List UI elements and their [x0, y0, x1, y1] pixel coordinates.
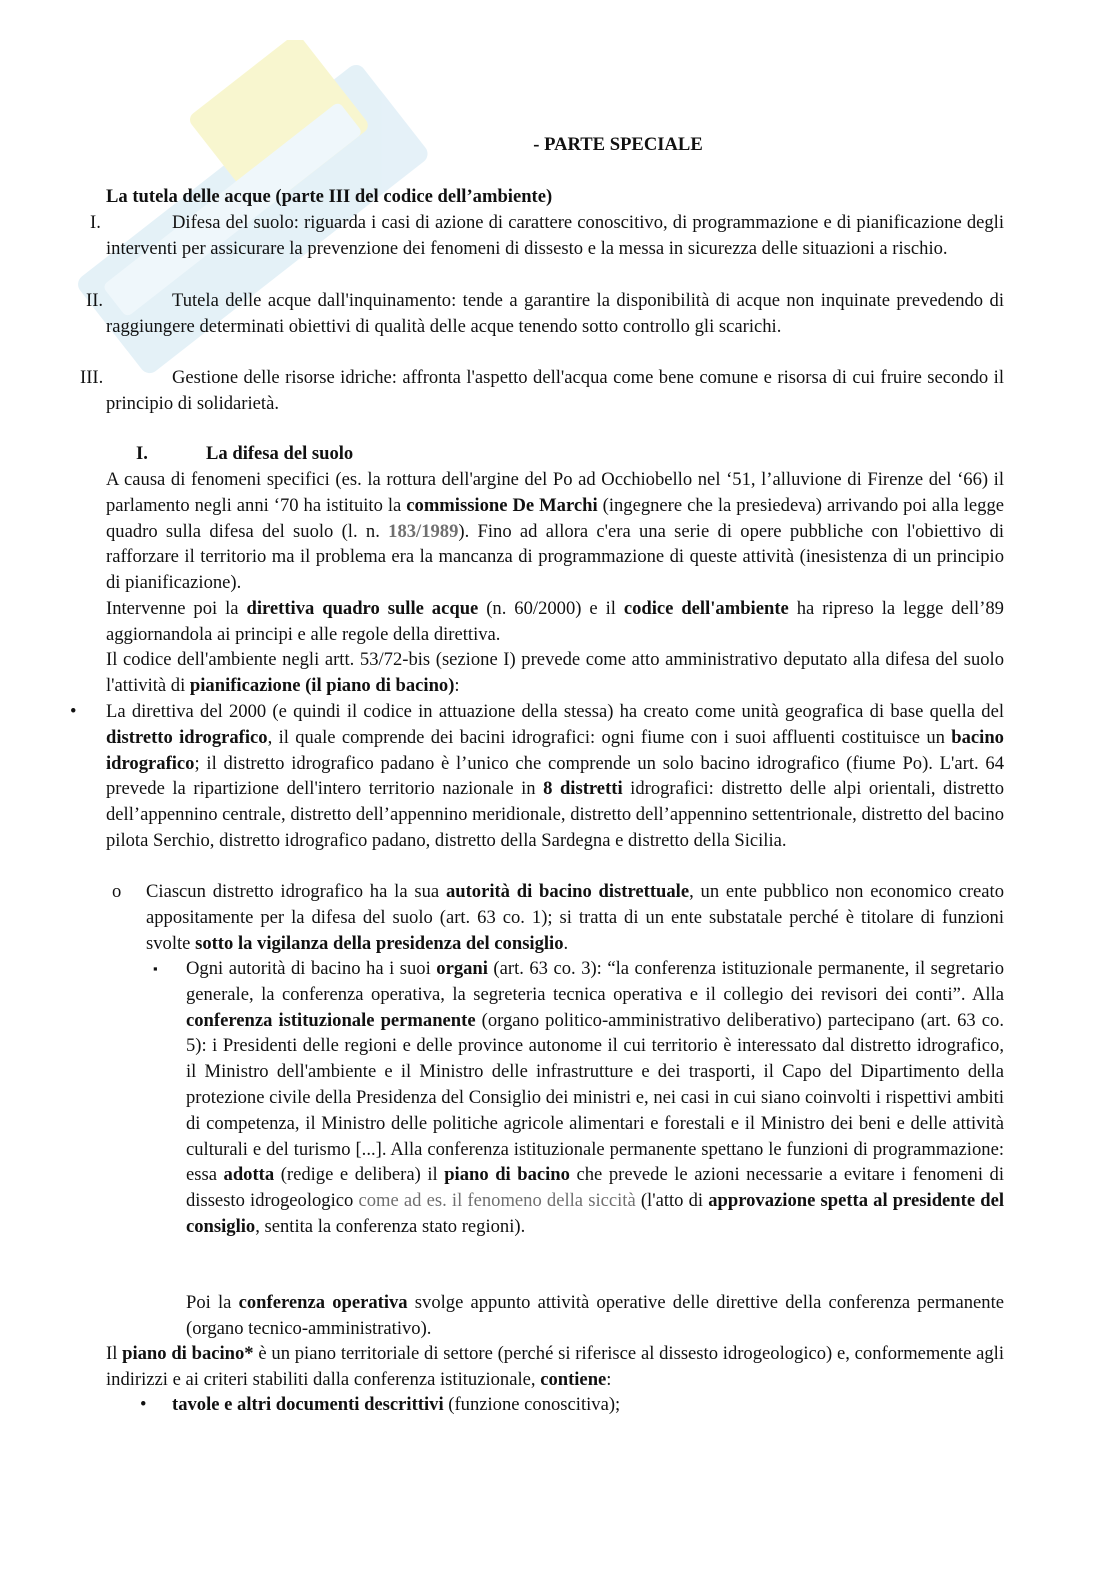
bold-run: approvazione spetta al presidente del consiglio	[186, 1190, 1004, 1237]
text-run: (organo politico-amministrativo deliberativo) partecipano (art. 63 co. 5): i Presidenti delle regioni e delle province autonome il cui territorio è interessato dal distretto idrografico, il Ministro dell'ambiente e il Ministro delle infrastrutture e dei trasporti, il Capo del Dipartimento della protezione civile della Presidenza del Consiglio dei ministri e, nei casi in cui siano coinvolti i rispettivi ambiti di competenza, il Ministro delle politiche agricole alimentari e forestali e il Ministro dei beni e delle attività culturali e del turismo [...]. Alla conferenza istituzionale permanente spettano le funzioni di programmazione: essa	[186, 1009, 1004, 1186]
text-run: , sentita la conferenza stato regioni).	[255, 1215, 526, 1237]
bullet-item-tavole	[172, 1392, 1004, 1418]
bold-run: contiene	[540, 1368, 607, 1390]
bold-run: direttiva quadro sulle acque	[246, 598, 479, 619]
text-run: , il quale comprende dei bacini idrografici: ogni fiume con i suoi affluenti costituisce un	[267, 726, 952, 748]
text-run: (funzione conoscitiva);	[443, 1394, 621, 1415]
text-run: :	[454, 674, 460, 696]
text-run: è un piano territoriale di settore (perché si riferisce al dissesto idrogeologico) e, conformemente agli indirizzi e ai criteri stabiliti dalla conferenza istituzionale,	[106, 1343, 1004, 1390]
text-run: (l'atto di	[635, 1190, 709, 1212]
text-run: ). Fino ad allora c'era una serie di opere pubbliche con l'obiettivo di rafforzare il territorio ma il problema era la mancanza di programmazione di queste attività (inesistenza di un principio di pianificazione).	[106, 520, 1004, 594]
paragraph-2	[106, 596, 1004, 648]
bold-run: piano di bacino*	[122, 1343, 254, 1364]
gray-text-run: come ad es. il fenomeno della siccità	[358, 1190, 636, 1212]
text-run: Il	[106, 1343, 123, 1364]
text-run: , un ente pubblico non economico creato appositamente per la difesa del suolo (art. 63 co. 1); si tratta di un ente substatale perché è titolare di funzioni svolte	[146, 881, 1004, 954]
bold-run: piano di bacino	[444, 1164, 570, 1186]
bold-run: organi	[436, 958, 488, 979]
text-run: ha ripreso la legge dell’89 aggiornandola ai principi e alle regole della direttiva.	[106, 598, 1004, 645]
text-run: Il codice dell'ambiente negli artt. 53/72-bis (sezione I) prevede come atto amministrativo deputato alla difesa del suolo l'attività di	[106, 649, 1004, 696]
text-run: Intervenne poi la	[106, 598, 247, 619]
paragraph-conferenza-operativa	[186, 1290, 1004, 1342]
text-run: (redige e delibera) il	[274, 1164, 445, 1186]
bullet-marker: •	[70, 701, 77, 722]
text-run: La direttiva del 2000 (e quindi il codice in attuazione della stessa) ha creato come unità geografica di base quella del	[106, 701, 1004, 722]
text-run: svolge appunto attività operative delle direttive della conferenza permanente (organo tecnico-amministrativo).	[186, 1292, 1005, 1339]
bold-run: 8 distretti	[543, 778, 623, 800]
bullet-item-organi	[186, 956, 1004, 1240]
list-number-1: I.	[90, 212, 101, 233]
text-run: :	[606, 1368, 612, 1390]
bold-run: conferenza istituzionale permanente	[186, 1009, 476, 1031]
bold-run: conferenza operativa	[238, 1292, 408, 1313]
bold-run: commissione De Marchi	[406, 494, 598, 516]
text-run: idrografici: distretto delle alpi orientali, distretto dell’appennino centrale, distretto dell’appennino meridionale, distretto dell’appennino settentrionale, distretto del bacino pilota Serchio, distretto idrografico padano, distretto della Sardegna e distretto della Sicilia.	[106, 778, 1004, 851]
list-item-2: Tutela delle acque dall'inquinamento: tende a garantire la disponibilità di acque non inquinate prevedendo di raggiungere determinati obiettivi di qualità delle acque tenendo sotto controllo gli scarichi.	[106, 290, 1004, 337]
text-run: (n. 60/2000) e il	[478, 598, 624, 619]
bold-run: sotto la vigilanza della presidenza del consiglio	[195, 932, 564, 954]
bullet-marker: ▪	[153, 961, 158, 976]
law-reference: 183/1989	[388, 520, 459, 542]
paragraph-1	[106, 467, 1004, 596]
text-run: Ogni autorità di bacino ha i suoi	[186, 958, 437, 979]
text-run: che prevede le azioni necessarie a evitare i fenomeni di dissesto idrogeologico	[186, 1164, 1004, 1212]
subsection-title: La difesa del suolo	[206, 443, 354, 464]
text-run: .	[563, 932, 569, 954]
bold-run: autorità di bacino distrettuale	[445, 881, 690, 902]
page-title: - PARTE SPECIALE	[533, 134, 703, 155]
paragraph-3	[106, 647, 1004, 699]
list-number-3: III.	[80, 367, 104, 388]
text-run: A causa di fenomeni specifici (es. la rottura dell'argine del Po ad Occhiobello nel ‘51, l’alluvione di Firenze del ‘66) il parlamento negli anni ‘70 ha istituito la	[106, 469, 1004, 516]
bullet-item-distretto	[106, 699, 1004, 854]
text-run: ; il distretto idrografico padano è l’unico che comprende un solo bacino idrografico (fiume Po). L'art. 64 prevede la ripartizione dell'intero territorio nazionale in	[106, 752, 1004, 800]
list-item-3: Gestione delle risorse idriche: affronta l'aspetto dell'acqua come bene comune e risorsa di cui fruire secondo il principio di solidarietà.	[106, 367, 1004, 414]
bold-run: codice dell'ambiente	[623, 598, 789, 619]
section-heading: La tutela delle acque (parte III del codice dell’ambiente)	[106, 186, 553, 207]
text-run: Poi la	[186, 1292, 239, 1313]
bullet-marker: •	[140, 1394, 147, 1415]
bold-run: pianificazione (il piano di bacino)	[189, 674, 455, 696]
bold-run: adotta	[223, 1164, 275, 1186]
list-item-1: Difesa del suolo: riguarda i casi di azione di carattere conoscitivo, di programmazione e di pianificazione degli interventi per assicurare la prevenzione dei fenomeni di dissesto e la messa in sicurezza delle situazioni a rischio.	[106, 212, 1004, 259]
list-number-2: II.	[86, 290, 104, 311]
text-run: (ingegnere che la presiedeva) arrivando poi alla legge quadro sulla difesa del suolo (l. n.	[106, 494, 1004, 542]
bold-run: tavole e altri documenti descrittivi	[172, 1394, 444, 1415]
subsection-number: I.	[136, 443, 148, 464]
text-run: Ciascun distretto idrografico ha la sua	[146, 881, 446, 902]
text-run: (art. 63 co. 3): “la conferenza istituzionale permanente, il segretario generale, la conferenza operativa, la segreteria tecnica operativa e il collegio dei revisori dei conti”. Alla	[186, 958, 1004, 1005]
subsection-heading	[136, 441, 353, 467]
bold-run: bacino idrografico	[106, 726, 1004, 774]
bold-run: distretto idrografico	[106, 726, 268, 748]
bullet-item-autorita	[146, 879, 1004, 956]
paragraph-piano-di-bacino	[106, 1341, 1004, 1393]
bullet-marker: o	[112, 881, 122, 902]
